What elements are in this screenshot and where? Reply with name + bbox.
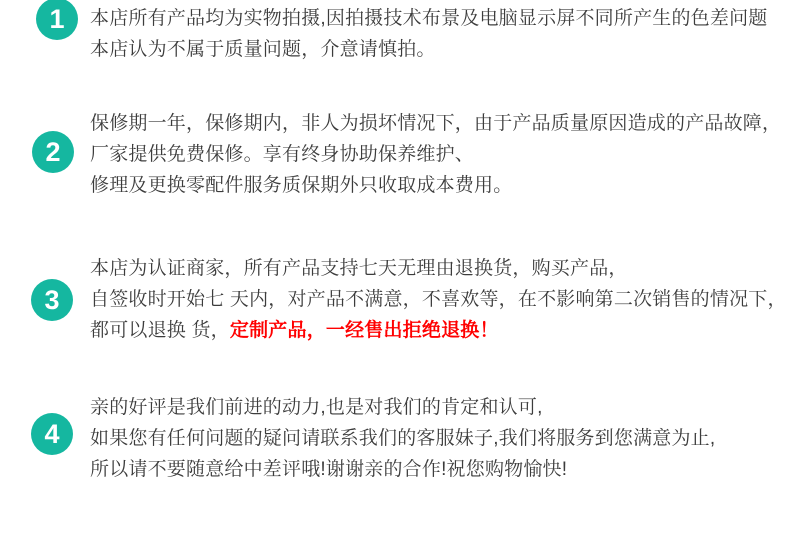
notice-4-number-badge [31, 413, 73, 455]
notice-3-text [90, 253, 787, 346]
notice-1-number: 1 [49, 3, 65, 34]
notice-4-line-1: 亲的好评是我们前进的动力,也是对我们的肯定和认可, [90, 397, 543, 418]
notice-2-line-1: 保修期一年，保修期内，非人为损坏情况下，由于产品质量原因造成的产品故障， [90, 113, 782, 134]
notice-1-text [90, 3, 782, 65]
notice-4-line-3: 所以请不要随意给中差评哦!谢谢亲的合作!祝您购物愉快! [90, 459, 568, 480]
notice-3-line-1: 本店为认证商家，所有产品支持七天无理由退换货，购买产品， [90, 258, 628, 279]
notice-2-line-2: 厂家提供免费保修。享有终身协助保养维护、 [90, 144, 475, 165]
notice-2-number-badge [32, 131, 74, 173]
notice-3-line-3-prefix: 都可以退换 货， [90, 320, 230, 341]
notice-2-text [90, 108, 782, 201]
notice-3-line-3 [90, 315, 782, 346]
notice-3-line-2: 自签收时开始七 天内，对产品不满意，不喜欢等，在不影响第二次销售的情况下， [90, 289, 787, 310]
notice-4-line-2: 如果您有任何问题的疑问请联系我们的客服妹子,我们将服务到您满意为止, [90, 428, 716, 449]
notice-1-line-2: 本店认为不属于质量问题，介意请慎拍。 [90, 39, 436, 60]
notice-4-number: 4 [44, 418, 60, 449]
notice-4-text [90, 392, 782, 485]
notice-2-number: 2 [45, 136, 61, 167]
notice-3-number: 3 [44, 284, 60, 315]
notice-2-line-3: 修理及更换零配件服务质保期外只收取成本费用。 [90, 175, 513, 196]
notice-3-number-badge [31, 279, 73, 321]
notice-1-number-badge [36, 0, 78, 40]
notice-3-warning-highlight: 定制产品，一经售出拒绝退换！ [229, 320, 499, 341]
notice-1-line-1: 本店所有产品均为实物拍摄,因拍摄技术布景及电脑显示屏不同所产生的色差问题 [90, 8, 768, 29]
